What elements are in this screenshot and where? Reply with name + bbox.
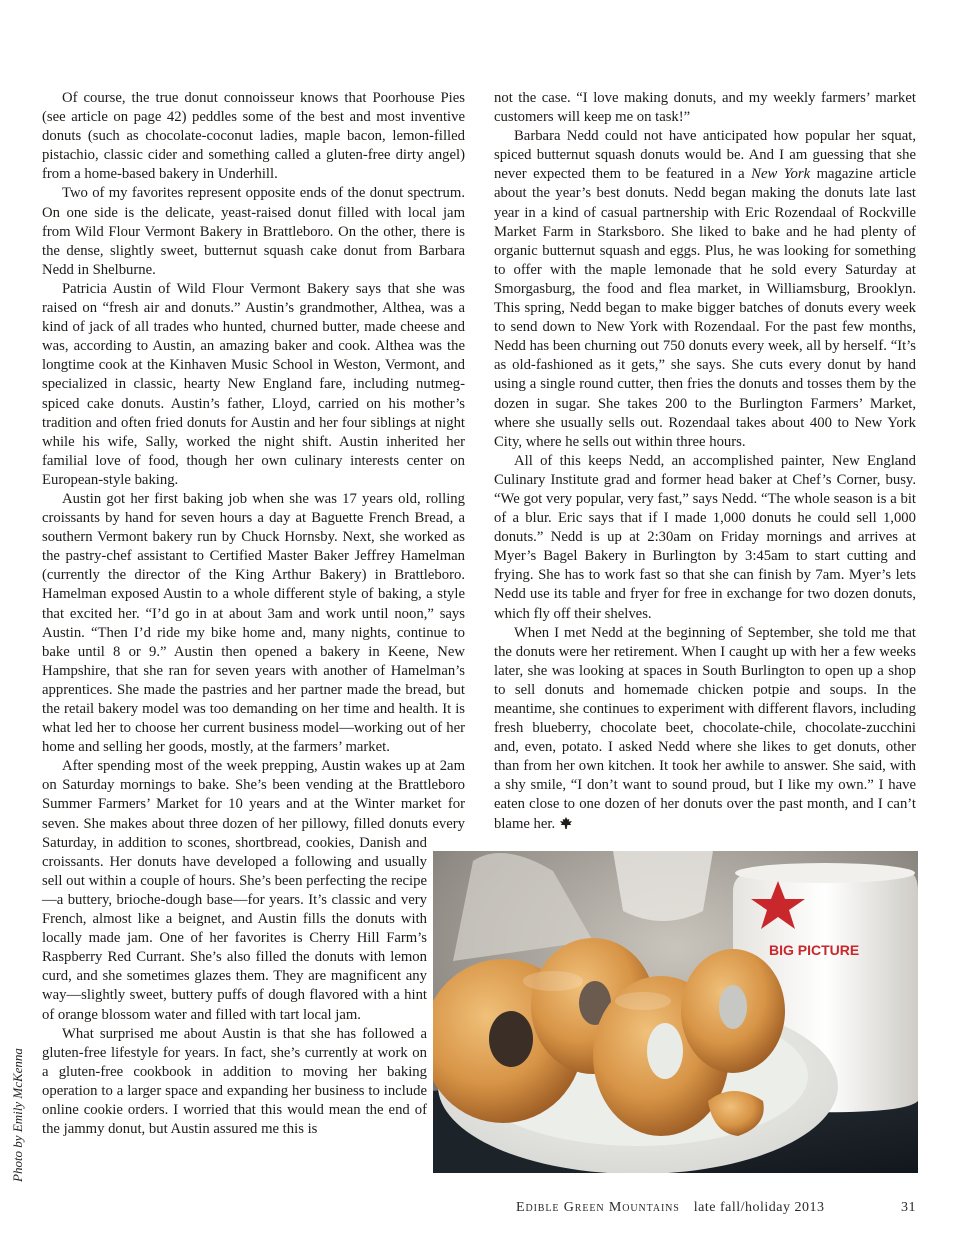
paragraph-text: Barbara Nedd could not have anticipated how popular her squat, spiced butternut squash donuts would be. And I am guessing that she never expected them to be featured in a <box>494 128 916 183</box>
page-number: 31 <box>901 1200 916 1215</box>
paragraph: Two of my favorites represent opposite ends of the donut spectrum. On one side is the delicate, yeast-raised donut filled with local jam from Wild Flour Vermont Bakery in Brattleboro. On the other, there is the dense, slightly sweet, butternut squash cake donut from Barbara Nedd in Shelburne. <box>42 185 465 278</box>
right-column <box>494 89 916 834</box>
magazine-title: New York <box>751 166 811 183</box>
maple-leaf-icon <box>559 817 573 829</box>
paragraph-text: When I met Nedd at the beginning of September, she told me that the donuts were her retirement. When I caught up with her a few weeks later, she was looking at spaces in South Burlington to open up a shop to sell donuts and homemade chicken potpie and soups. In the meantime, she continues to experiment with different flavors, including fresh blueberry, chocolate beet, chocolate-chile, chocolate-zucchini and, even, potato. I asked Nedd where she likes to get donuts, other than from her own kitchen. It took her awhile to answer. She said, with a shy smile, “I don’t want to sound proud, but I like my own.” I have eaten close to one dozen of her donuts over the past month, and I can’t blame her. <box>494 624 916 832</box>
mug-logo: BIG PICTURE <box>769 942 860 958</box>
paragraph: What surprised me about Austin is that she has followed a gluten-free lifestyle for years. In fact, she’s currently at work on a gluten-free cookbook in addition to moving her baking operation to a larger space and expanding her business to include online cookie orders. I worried that this would mean the end of the jammy donut, but Austin assured me this is <box>42 1025 427 1138</box>
donut-photo <box>433 851 918 1173</box>
paragraph: All of this keeps Nedd, an accomplished painter, New England Culinary Institute grad and former head baker at Chef’s Corner, busy. “We got very popular, very fast,” says Nedd. “The whole season is a bit of a blur. Eric says that if I made 1,000 donuts he could sell 1,000 donuts.” Nedd is up at 2:30am on Friday mornings and arrives at Myer’s Bagel Bakery in Burlington by 3:45am to start cutting and frying. She has to work fast so that she can finish by 7am. Myer’s lets Nedd use its table and fryer for free in exchange for two dozen donuts, which fly off their shelves. <box>494 452 916 622</box>
page-footer <box>516 1200 916 1216</box>
paragraph: Austin got her first baking job when she was 17 years old, rolling croissants by hand for seven hours a day at Baguette French Bread, a southern Vermont bakery run by Chuck Hornsby. Next, she worked as the pastry-chef assistant to Certified Master Baker Jeffrey Hamelman (currently the director of the King Arthur Bakery) in Brattleboro. Hamelman exposed Austin to a whole different style of baking, a style that excited her. “I’d go in at about 3am and work until noon,” says Austin. “Then I’d ride my bike home and, many nights, continue to bake until 8 or 9.” Austin then opened a bakery in Keene, New Hampshire, that she ran for seven years with another of Hamelman’s apprentices. She made the pastries and her partner made the bread, but the retail bakery model was too demanding on her time and health. It is what led her to choose her current business model—working out of her home and selling her goods, mostly, at the farmers’ market. <box>42 490 465 756</box>
paragraph-text: magazine article about the year’s best donuts. Nedd began making the donuts late last year in a kind of casual partnership with Eric Rozendaal of Rockville Market Farm in Starksboro. She liked to bake and he had plenty of organic butternut squash and eggs. Plus, he was looking for something to offer with the maple lemonade that he sold every Saturday at Smorgasburg, the food and flea market, in Williamsburg, Brooklyn. This spring, Nedd began to make bigger batches of donuts every week to send down to New York with Rozendaal. For the past few months, Nedd has been churning out 750 donuts every week, all by herself. “It’s as old-fashioned as it gets,” she says. She cuts every donut by hand using a single round cutter, then fries the donuts and tosses them by the dozen in sugar. She takes 200 to the Burlington Farmers’ Market, where she usually sells out. Rozendaal takes about 400 to New York City, where he sells out within three hours. <box>494 166 916 450</box>
left-column <box>42 89 465 1191</box>
paragraph: Patricia Austin of Wild Flour Vermont Bakery says that she was raised on “fresh air and donuts.” Austin’s grandmother, Althea, was a kind of jack of all trades who hunted, churned butter, made cheese and was, according to Austin, an amazing baker and cook. Althea was the longtime cook at the Kinhaven Music School in Weston, Vermont, and specialized in classic, hearty New England fare, including nutmeg-spiced cake donuts. Austin’s father, Lloyd, carried on his mother’s tradition and often fried donuts for Austin and her four siblings at night while his wife, Sally, worked the night shift. Austin inherited her familial love of food, though her own culinary interests center on European-style baking. <box>42 280 465 488</box>
paragraph: not the case. “I love making donuts, and my weekly farmers’ market customers will keep me on task!” <box>494 90 916 126</box>
publication-name: Edible Green Mountains <box>516 1200 680 1215</box>
paragraph <box>494 127 916 452</box>
issue-label: late fall/holiday 2013 <box>693 1200 825 1215</box>
donut-illustration <box>433 851 918 1173</box>
paragraph: Of course, the true donut connoisseur knows that Poorhouse Pies (see article on page 42) peddles some of the best and most inventive donuts (such as chocolate-coconut ladies, maple bacon, lemon-filled pistachio, classic cider and something called a gluten-free dirty angel) from a home-based bakery in Underhill. <box>42 90 465 183</box>
photo-credit: Photo by Emily McKenna <box>10 1048 25 1182</box>
paragraph: After spending most of the week prepping, Austin wakes up at 2am on Saturday mornings to bake. She’s been vending at the Brattleboro Summer Farmers’ Market for 10 years and at the Winter market for seven. She makes about three dozen of her pillowy, filled donuts every Saturday, in addition to scones, shortbread, cookies, Danish and croissants. Her donuts have developed a following and usually sell out within a couple of hours. She’s been perfecting the recipe—a buttery, brioche-dough base—for years. It’s classic and very French, almost like a beignet, and Austin fills the donuts with locally made jam. One of her favorites is Cherry Hill Farm’s Raspberry Red Currant. She’s also filled the donuts with lemon curd, and she sometimes glazes them. They are magnificent any way—slightly sweet, buttery puffs of dough flavored with a hint of orange blossom water and filled with tart local jam. <box>42 758 465 1023</box>
paragraph <box>494 624 916 834</box>
